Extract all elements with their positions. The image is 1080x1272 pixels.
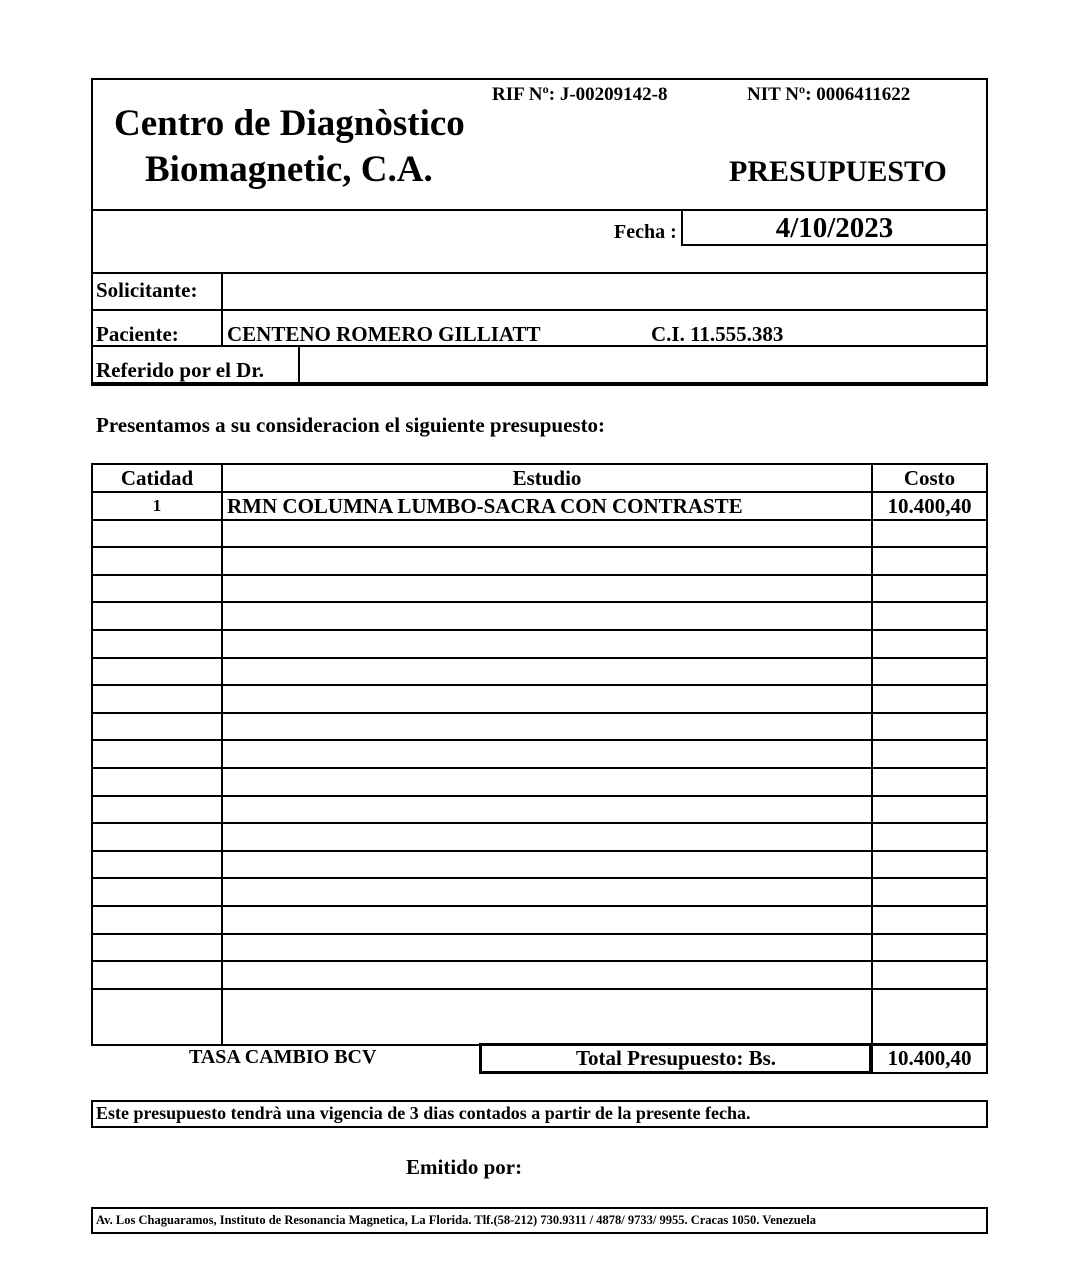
row-separator — [91, 767, 988, 769]
field-divider — [298, 345, 300, 384]
row-separator — [91, 629, 988, 631]
company-name-line1: Centro de Diagnòstico — [114, 103, 465, 144]
header-divider — [91, 209, 988, 211]
row-separator — [91, 519, 988, 521]
total-value: 10.400,40 — [887, 1046, 972, 1070]
row-separator — [91, 850, 988, 852]
row-separator — [91, 988, 988, 990]
paciente-value: CENTENO ROMERO GILLIATT — [227, 322, 541, 346]
table-cell-costo: 10.400,40 — [887, 494, 972, 518]
emitido-label: Emitido por: — [406, 1155, 523, 1179]
row-separator — [91, 960, 988, 962]
items-table — [91, 463, 988, 1046]
ci-value: C.I. 11.555.383 — [651, 322, 784, 346]
row-line — [91, 272, 988, 274]
row-separator — [91, 877, 988, 879]
nit-number: NIT Nº: 0006411622 — [747, 84, 911, 105]
row-separator — [91, 795, 988, 797]
row-separator — [91, 905, 988, 907]
footer-address: Av. Los Chaguaramos, Instituto de Resonancia Magnetica, La Florida. Tlf.(58-212) 730.9311 / 4878/ 9733/ 9955. Cracas 1050. Venezuela — [96, 1213, 817, 1227]
rif-number: RIF Nº: J-00209142-8 — [492, 84, 668, 105]
row-separator — [91, 546, 988, 548]
header-estudio: Estudio — [512, 466, 582, 490]
col-divider — [221, 463, 223, 1046]
header-cantidad: Catidad — [120, 466, 194, 490]
company-name-line2: Biomagnetic, C.A. — [145, 149, 433, 190]
intro-text: Presentamos a su consideracion el siguiente presupuesto: — [96, 413, 606, 437]
fecha-label: Fecha : — [614, 221, 677, 243]
table-cell-estudio: RMN COLUMNA LUMBO-SACRA CON CONTRASTE — [227, 494, 743, 518]
solicitante-label: Solicitante: — [96, 278, 198, 302]
referido-label: Referido por el Dr. — [96, 358, 264, 382]
field-divider — [221, 272, 223, 347]
row-separator — [91, 933, 988, 935]
total-label: Total Presupuesto: Bs. — [575, 1046, 777, 1070]
row-separator — [91, 822, 988, 824]
document-title: PRESUPUESTO — [729, 155, 947, 188]
header-costo: Costo — [903, 466, 956, 490]
validity-text: Este presupuesto tendrà una vigencia de 3 dias contados a partir de la presente fecha. — [96, 1103, 751, 1123]
row-separator — [91, 601, 988, 603]
row-separator — [91, 684, 988, 686]
tasa-cambio-label: TASA CAMBIO BCV — [189, 1046, 377, 1068]
table-cell-cantidad: 1 — [152, 496, 162, 515]
fecha-value: 4/10/2023 — [775, 212, 894, 244]
referido-field[interactable] — [304, 358, 982, 384]
row-separator — [91, 739, 988, 741]
solicitante-field[interactable] — [227, 278, 982, 304]
row-line — [91, 309, 988, 311]
row-separator — [91, 574, 988, 576]
paciente-label: Paciente: — [96, 322, 179, 346]
row-separator — [91, 657, 988, 659]
table-header-line — [91, 491, 988, 493]
row-separator — [91, 712, 988, 714]
